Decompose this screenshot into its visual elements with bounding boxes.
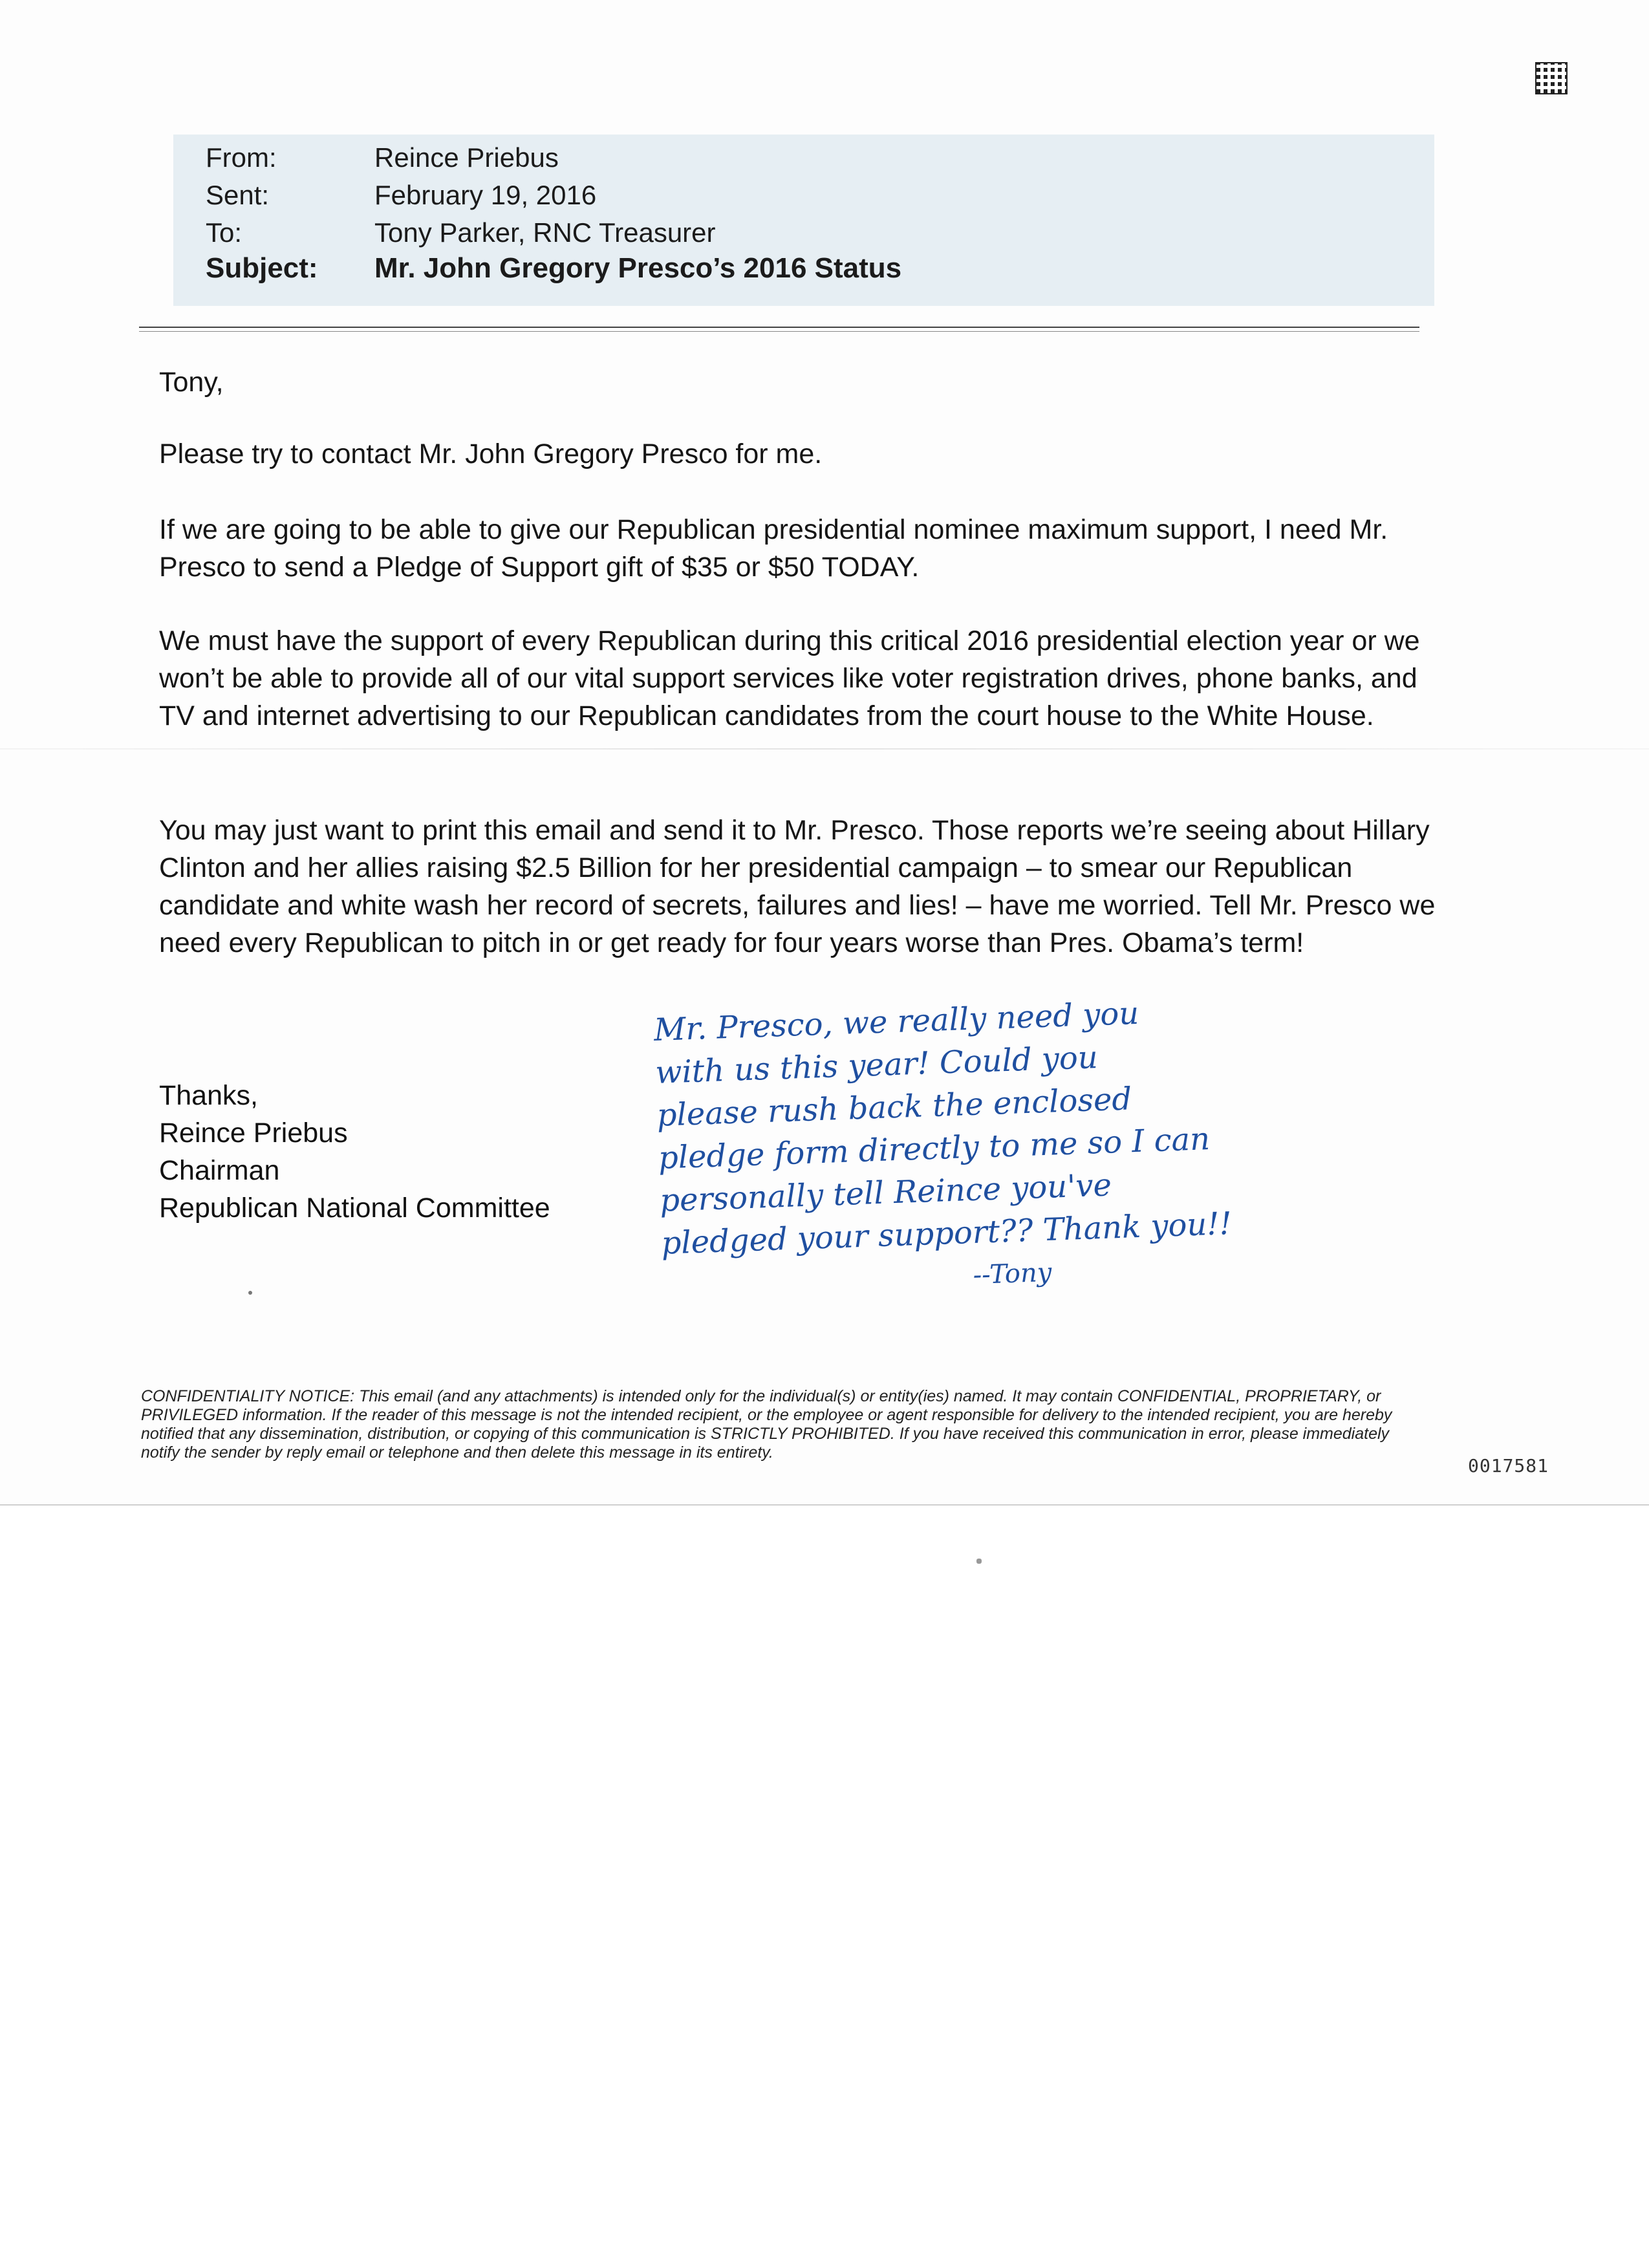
handwritten-line: personally tell Reince you've xyxy=(659,1167,1112,1219)
handwritten-line: with us this year! Could you xyxy=(654,1039,1099,1091)
signature-organization: Republican National Committee xyxy=(159,1193,550,1224)
greeting: Tony, xyxy=(159,367,224,398)
confidentiality-notice: CONFIDENTIALITY NOTICE: This email (and any attachments) is intended only for the individual(s) or entity(ies) named. It may contain CONFIDENTIAL, PROPRIETARY, or PRIVILEGED information. If the reader of this message is not the intended recipient, or the employee or agent responsible for delivery to the intended recipient, you are hereby notified that any dissemination, distribution, or copying of this communication is STRICTLY PROHIBITED. If you have received this communication in error, please immediately notify the sender by reply email or telephone and then delete this message in its entirety. xyxy=(141,1387,1392,1462)
header-divider-secondary xyxy=(139,331,1419,332)
handwritten-note xyxy=(653,980,1503,1308)
paragraph-4: You may just want to print this email and send it to Mr. Presco. Those reports we’re seeing about Hillary Clinton and her allies raising $2.5 Billion for her presidential campaign – to smear our Republican candidate and white wash her record of secrets, failures and lies! – have me worried. Tell Mr. Presco we need every Republican to pitch in or get ready for four years worse than Pres. Obama’s term! xyxy=(159,815,1436,958)
from-label: From: xyxy=(206,142,277,173)
paper-fold-line xyxy=(0,748,1649,750)
to-label: To: xyxy=(206,217,242,248)
handwritten-signoff: --Tony xyxy=(972,1257,1053,1290)
subject-label: Subject: xyxy=(206,252,318,284)
scan-speck xyxy=(248,1291,252,1295)
signature-block xyxy=(159,1077,550,1227)
signature-title: Chairman xyxy=(159,1155,280,1186)
email-header xyxy=(173,135,1434,306)
to-value: Tony Parker, RNC Treasurer xyxy=(374,217,716,248)
sent-value: February 19, 2016 xyxy=(374,180,597,210)
subject-value: Mr. John Gregory Presco’s 2016 Status xyxy=(374,252,902,284)
paragraph-2: If we are going to be able to give our Republican presidential nominee maximum support, I need Mr. Presco to send a Pledge of Support gift of $35 or $50 TODAY. xyxy=(159,514,1388,583)
header-divider xyxy=(139,327,1419,328)
from-value: Reince Priebus xyxy=(374,142,559,173)
handwritten-line: Mr. Presco, we really need you xyxy=(653,995,1140,1048)
handwritten-line: please rush back the enclosed xyxy=(656,1081,1133,1134)
qr-code xyxy=(1535,62,1568,94)
paragraph-1: Please try to contact Mr. John Gregory Presco for me. xyxy=(159,438,823,470)
handwritten-line: pledged your support?? Thank you!! xyxy=(660,1205,1233,1262)
signature-name: Reince Priebus xyxy=(159,1118,348,1149)
paragraph-3: We must have the support of every Republican during this critical 2016 presidential election year or we won’t be able to provide all of our vital support services like voter registration drives, phone banks, and TV and internet advertising to our Republican candidates from the court house to the White House. xyxy=(159,625,1420,731)
scan-speck xyxy=(976,1559,982,1564)
signature-closing: Thanks, xyxy=(159,1080,258,1111)
sent-label: Sent: xyxy=(206,180,270,210)
handwritten-line: pledge form directly to me so I can xyxy=(658,1121,1211,1176)
document-id: 0017581 xyxy=(1468,1455,1549,1476)
